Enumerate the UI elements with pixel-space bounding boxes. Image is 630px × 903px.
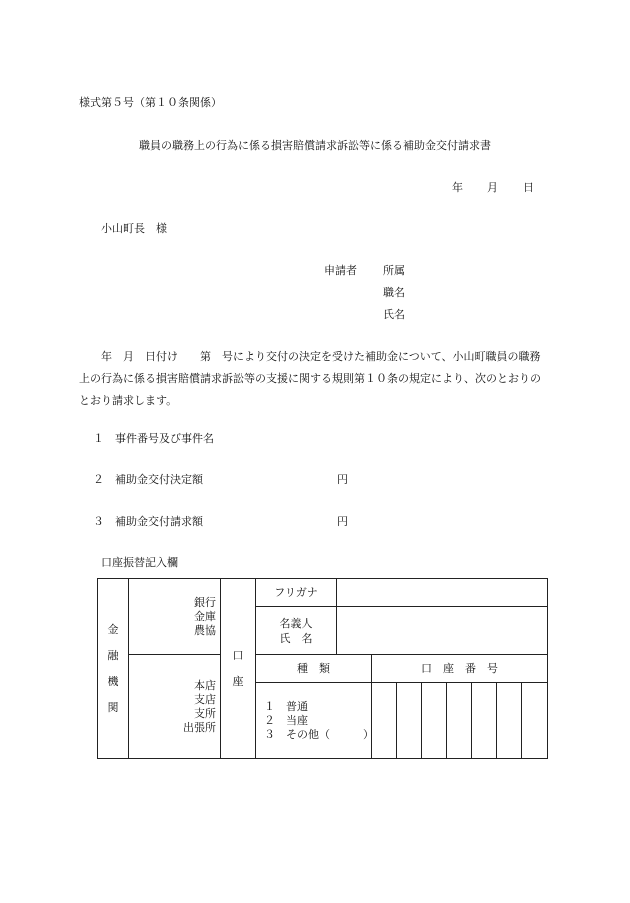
furigana-input-cell[interactable] [337, 579, 548, 607]
branch-types-cell: 本店 支店 支所 出張所 [129, 655, 221, 759]
date-month: 月 [487, 181, 498, 194]
account-digit-cell[interactable] [522, 683, 548, 759]
document-title: 職員の職務上の行為に係る損害賠償請求訴訟等に係る補助金交付請求書 [139, 139, 491, 152]
account-type-header: 種 類 [256, 655, 372, 683]
applicant-affiliation: 所属 [383, 264, 405, 277]
date-year: 年 [452, 181, 463, 194]
requested-amount-unit: 円 [337, 515, 348, 528]
account-digit-cell[interactable] [472, 683, 497, 759]
holder-label-cell: 名義人 氏 名 [256, 607, 337, 655]
addressee: 小山町長 様 [101, 222, 167, 235]
account-digit-cell[interactable] [397, 683, 422, 759]
account-digit-cell[interactable] [497, 683, 522, 759]
holder-name-input-cell[interactable] [337, 607, 548, 655]
applicant-label: 申請者 [324, 264, 357, 277]
applicant-position: 職名 [383, 286, 405, 299]
account-digit-cell[interactable] [447, 683, 472, 759]
date-day: 日 [523, 181, 534, 194]
account-section-heading: 口座振替記入欄 [101, 556, 178, 569]
item-case-number: １ 事件番号及び事件名 [93, 432, 214, 445]
item-requested-amount: ３ 補助金交付請求額 [93, 515, 203, 528]
account-type-options: １ 普通 ２ 当座 ３ その他（ ） [256, 683, 372, 759]
institution-types-cell: 銀行 金庫 農協 [129, 579, 221, 655]
account-number-header: 口 座 番 号 [372, 655, 548, 683]
account-transfer-table [97, 578, 548, 759]
furigana-label: フリガナ [256, 579, 337, 607]
account-label-cell: 口 座 [221, 579, 256, 759]
institution-label-cell: 金 融 機 関 [98, 579, 129, 759]
item-decided-amount: ２ 補助金交付決定額 [93, 473, 203, 486]
request-body-text: 年 月 日付け 第 号により交付の決定を受けた補助金について、小山町職員の職務上の行為に係る損害賠償請求訴訟等の支援に関する規則第１０条の規定により、次のとおりのとおり請求します。 [79, 350, 541, 407]
applicant-name: 氏名 [383, 308, 405, 321]
account-digit-cell[interactable] [422, 683, 447, 759]
account-digit-cell[interactable] [372, 683, 397, 759]
decided-amount-unit: 円 [337, 473, 348, 486]
form-number: 様式第５号（第１０条関係） [79, 96, 222, 109]
